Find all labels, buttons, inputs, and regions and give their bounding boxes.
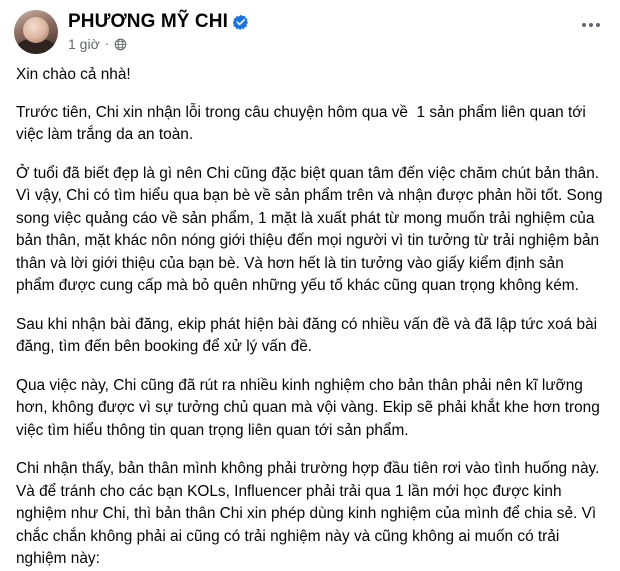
post-header bbox=[0, 0, 620, 58]
menu-dot bbox=[582, 23, 586, 27]
avatar[interactable] bbox=[14, 10, 58, 54]
globe-icon[interactable] bbox=[114, 38, 127, 51]
post-paragraph: Ở tuổi đã biết đẹp là gì nên Chi cũng đặc biệt quan tâm đến việc chăm chút bản thân. Vì vậy, Chi có tìm hiểu qua bạn bè về sản phẩm trên và nhận được phản hồi tốt. Song song việc quảng cáo về sản phẩm, 1 mặt là xuất phát từ mong muốn trải nghiệm của bản thân, mặt khác nôn nóng giới thiệu đến mọi người vì tin tưởng từ trải nghiệm bản thân và lời giới thiệu của bạn bè. Và hơn hết là tin tưởng vào giấy kiểm định sản phẩm được cung cấp mà bỏ quên những yếu tố khác cũng quan trọng không kém. bbox=[16, 164, 607, 294]
page-name[interactable]: PHƯƠNG MỸ CHI bbox=[68, 11, 228, 32]
post-text-content bbox=[0, 58, 620, 571]
author-name-row bbox=[68, 11, 249, 33]
post-timestamp[interactable]: 1 giờ bbox=[68, 36, 100, 52]
post-meta-row bbox=[68, 36, 249, 52]
post-paragraph: Chi nhận thấy, bản thân mình không phải trường hợp đầu tiên rơi vào tình huống này. Và để tránh cho các bạn KOLs, Influencer phải trải qua 1 lần mới học được kinh nghiệm như Chi, thì bản thân Chi xin phép dùng kinh nghiệm của mình để chia sẻ. Vì chắc chắn không phải ai cũng có trải nghiệm này và cũng không ai muốn có trải nghiệm này: bbox=[16, 460, 604, 567]
verified-badge-icon bbox=[233, 14, 249, 30]
more-options-icon[interactable] bbox=[576, 14, 606, 36]
post-paragraph: Xin chào cả nhà! bbox=[16, 66, 131, 83]
post-author-block bbox=[68, 10, 249, 52]
menu-dot bbox=[589, 23, 593, 27]
post-paragraph: Sau khi nhận bài đăng, ekip phát hiện bài đăng có nhiều vấn đề và đã lập tức xoá bài đăng, tìm đến bên booking để xử lý vấn đề. bbox=[16, 315, 602, 355]
menu-dot bbox=[596, 23, 600, 27]
post-paragraph: Qua việc này, Chi cũng đã rút ra nhiều kinh nghiệm cho bản thân phải nên kĩ lưỡng hơn, không được vì sự tưởng chủ quan mà vội vàng. Ekip sẽ phải khắt khe hơn trong việc tìm hiểu thông tin quan trọng liên quan tới sản phẩm. bbox=[16, 376, 605, 439]
post-paragraph: Trước tiên, Chi xin nhận lỗi trong câu chuyện hôm qua về 1 sản phẩm liên quan tới việc làm trắng da an toàn. bbox=[16, 103, 591, 143]
meta-separator: · bbox=[104, 36, 110, 51]
